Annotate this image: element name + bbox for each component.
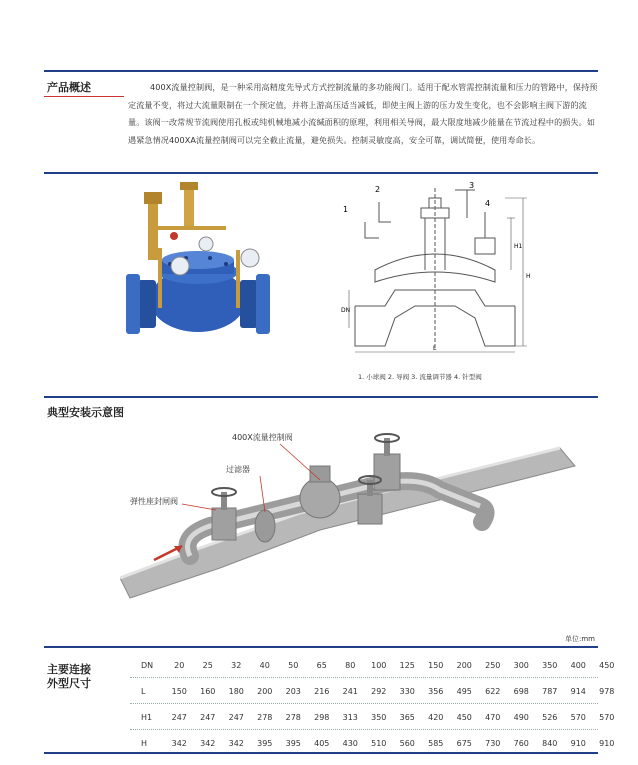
dimensions-title-line2: 外型尺寸 xyxy=(47,677,91,690)
table-cell: 241 xyxy=(342,686,358,696)
table-cell: 675 xyxy=(456,738,472,748)
table-cell: 150 xyxy=(428,660,444,670)
diagram-caption: 1. 小球阀 2. 导阀 3. 流量调节器 4. 针型阀 xyxy=(358,373,482,381)
table-cell: 200 xyxy=(257,686,273,696)
table-cell: 570 xyxy=(570,712,586,722)
table-cell: 292 xyxy=(371,686,387,696)
table-cell: 350 xyxy=(542,660,558,670)
table-cell: 698 xyxy=(513,686,529,696)
label-strainer: 过滤器 xyxy=(226,465,250,474)
table-cell: 622 xyxy=(485,686,501,696)
install-top-rule xyxy=(44,396,598,398)
table-cell: 313 xyxy=(342,712,358,722)
table-cell: 247 xyxy=(228,712,244,722)
dimensions-table xyxy=(137,652,621,756)
table-cell: 356 xyxy=(428,686,444,696)
table-cell: 342 xyxy=(200,738,216,748)
table-cell: 395 xyxy=(285,738,301,748)
table-cell: 216 xyxy=(314,686,330,696)
callout-4: 4 xyxy=(485,199,491,208)
table-cell: 65 xyxy=(316,660,327,670)
table-cell: 840 xyxy=(542,738,558,748)
row-header: DN xyxy=(141,660,154,670)
dim-dn: DN xyxy=(341,307,351,314)
table-bottom-rule xyxy=(44,752,598,754)
table-cell: 150 xyxy=(171,686,187,696)
table-cell: 760 xyxy=(513,738,529,748)
table-cell: 342 xyxy=(171,738,187,748)
row-divider xyxy=(130,729,598,730)
installation-title: 典型安装示意图 xyxy=(47,406,124,419)
table-cell: 470 xyxy=(485,712,501,722)
row-header: L xyxy=(141,686,146,696)
table-cell: 200 xyxy=(456,660,472,670)
callout-1: 1 xyxy=(343,205,349,214)
table-cell: 395 xyxy=(257,738,273,748)
table-row xyxy=(137,652,621,678)
table-cell: 400 xyxy=(570,660,586,670)
table-cell: 510 xyxy=(371,738,387,748)
table-cell: 125 xyxy=(399,660,415,670)
overview-bottom-rule xyxy=(44,172,598,174)
table-cell: 180 xyxy=(228,686,244,696)
table-cell: 278 xyxy=(257,712,273,722)
row-header: H1 xyxy=(141,712,153,722)
unit-label: 单位:mm xyxy=(565,635,595,643)
table-cell: 495 xyxy=(456,686,472,696)
table-cell: 25 xyxy=(202,660,213,670)
table-cell: 40 xyxy=(259,660,270,670)
table-cell: 450 xyxy=(456,712,472,722)
table-cell: 430 xyxy=(342,738,358,748)
row-header: H xyxy=(141,738,148,748)
table-cell: 914 xyxy=(570,686,586,696)
table-cell: 365 xyxy=(399,712,415,722)
table-cell: 50 xyxy=(288,660,299,670)
table-cell: 570 xyxy=(599,712,615,722)
table-cell: 730 xyxy=(485,738,501,748)
table-cell: 250 xyxy=(485,660,501,670)
row-divider xyxy=(130,703,598,704)
table-cell: 405 xyxy=(314,738,330,748)
dim-l: L xyxy=(433,345,437,352)
table-cell: 350 xyxy=(371,712,387,722)
row-divider xyxy=(130,677,598,678)
table-cell: 32 xyxy=(231,660,242,670)
top-rule xyxy=(44,70,598,72)
table-cell: 247 xyxy=(200,712,216,722)
table-cell: 278 xyxy=(285,712,301,722)
table-cell: 100 xyxy=(371,660,387,670)
table-cell: 560 xyxy=(399,738,415,748)
table-cell: 910 xyxy=(599,738,615,748)
callout-2: 2 xyxy=(375,185,381,194)
table-cell: 787 xyxy=(542,686,558,696)
table-cell: 978 xyxy=(599,686,615,696)
installation-diagram xyxy=(120,418,580,603)
overview-title-underline xyxy=(44,96,124,97)
table-cell: 342 xyxy=(228,738,244,748)
table-cell: 160 xyxy=(200,686,216,696)
valve-product-photo xyxy=(118,180,278,350)
table-cell: 247 xyxy=(171,712,187,722)
table-cell: 526 xyxy=(542,712,558,722)
table-cell: 450 xyxy=(599,660,615,670)
table-cell: 420 xyxy=(428,712,444,722)
overview-title: 产品概述 xyxy=(47,81,91,94)
overview-text: 400X流量控制阀，是一种采用高精度先导式方式控制流量的多功能阀门。适用于配水管需控制流量和压力的管路中，保持预定流量不变，将过大流量限制在一个预定值，并将上游高压适当减低，即使主阀上游的压力发生变化，也不会影响主阀下游的流量。该阀一改常规节流阀使用孔板或纯机械地减小流缄面积的原理，利用相关导阀，最大限度地减少能量在节流过程中的损失。如遇紧急情况400XA流量控制阀可以完全截止流量，避免损失。控制灵敏度高，安全可靠，调试简便，使用寿命长。 xyxy=(128,82,598,145)
table-cell: 490 xyxy=(513,712,529,722)
table-row xyxy=(137,678,621,704)
table-top-rule xyxy=(44,646,598,648)
table-cell: 203 xyxy=(285,686,301,696)
table-cell: 20 xyxy=(174,660,185,670)
label-control-valve: 400X流量控制阀 xyxy=(232,433,293,442)
label-gate-valve: 弹性座封闸阀 xyxy=(130,497,178,506)
dimensions-title-line1: 主要连接 xyxy=(47,663,91,676)
dim-h: H xyxy=(526,273,531,280)
dim-h1: H1 xyxy=(514,243,523,250)
table-row xyxy=(137,704,621,730)
table-cell: 585 xyxy=(428,738,444,748)
table-cell: 80 xyxy=(345,660,356,670)
table-cell: 910 xyxy=(570,738,586,748)
table-cell: 300 xyxy=(513,660,529,670)
table-cell: 298 xyxy=(314,712,330,722)
valve-sectional-drawing xyxy=(335,178,535,358)
callout-3: 3 xyxy=(469,181,475,190)
table-cell: 330 xyxy=(399,686,415,696)
